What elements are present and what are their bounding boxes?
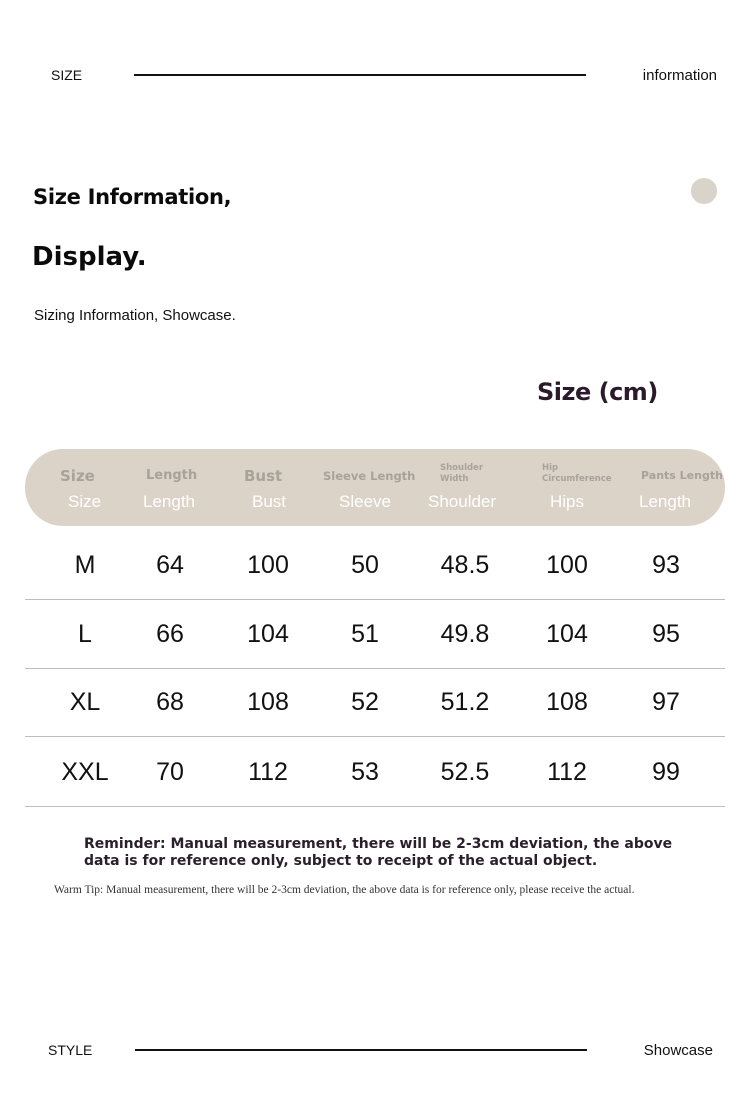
cell-hips: 104: [546, 620, 588, 648]
header-bust-bottom: Bust: [252, 492, 287, 511]
cell-sleeve: 53: [351, 758, 379, 786]
cell-pants-length: 93: [652, 551, 680, 579]
top-bar-left-label: SIZE: [51, 67, 83, 83]
table-row: [25, 599, 725, 669]
bottom-divider-line: [135, 1049, 587, 1051]
headline-line-1: Size Information,: [33, 185, 232, 209]
top-bar-right-label: information: [642, 67, 717, 84]
cell-hips: 100: [546, 551, 588, 579]
header-shoulder-bottom: Shoulder: [428, 492, 497, 511]
cell-hips: 108: [546, 688, 588, 716]
cell-size: XL: [69, 688, 101, 716]
cell-sleeve: 52: [351, 688, 379, 716]
header-bust-top: Bust: [244, 467, 283, 485]
bottom-bar-left-label: STYLE: [48, 1042, 93, 1058]
cell-shoulder: 52.5: [440, 758, 490, 786]
header-shoulder-top: Shoulder Width: [440, 463, 484, 484]
cell-shoulder: 51.2: [440, 688, 490, 716]
cell-sleeve: 50: [351, 551, 379, 579]
header-length-bottom: Length: [143, 492, 195, 511]
bottom-bar: [0, 1035, 750, 1065]
table-row: [25, 737, 725, 807]
cell-sleeve: 51: [351, 620, 379, 648]
headline-line-2: Display.: [32, 242, 147, 272]
table-header: [25, 449, 725, 526]
cell-size: L: [78, 620, 92, 648]
cell-length: 66: [156, 620, 184, 648]
top-divider-line: [134, 74, 586, 76]
header-hips-top: Hip Circumference: [542, 463, 612, 484]
cell-pants-length: 95: [652, 620, 680, 648]
header-hips-bottom: Hips: [550, 492, 585, 511]
headline-subtitle: Sizing Information, Showcase.: [34, 307, 236, 324]
header-sleeve-top: Sleeve Length: [323, 469, 416, 483]
header-pants-length-top: Pants Length: [641, 469, 723, 482]
header-sleeve-bottom: Sleeve: [339, 492, 391, 511]
cell-length: 64: [156, 551, 184, 579]
table-row: [25, 667, 725, 737]
bottom-bar-right-label: Showcase: [643, 1042, 713, 1059]
cell-pants-length: 97: [652, 688, 680, 716]
cell-pants-length: 99: [652, 758, 680, 786]
table-row: [25, 530, 725, 600]
header-size-top: Size: [60, 467, 95, 485]
reminder-note: Reminder: Manual measurement, there will be 2-3cm deviation, the above data is for reference only, subject to receipt of the actual object.: [84, 836, 673, 869]
cell-hips: 112: [547, 758, 587, 786]
cell-bust: 112: [248, 758, 288, 786]
cell-bust: 108: [247, 688, 289, 716]
decorative-dot: [691, 178, 717, 204]
warm-tip-note: Warm Tip: Manual measurement, there will be 2-3cm deviation, the above data is for reference only, please receive the actual.: [54, 884, 635, 896]
cell-bust: 100: [247, 551, 289, 579]
cell-size: M: [74, 551, 96, 579]
cell-bust: 104: [247, 620, 289, 648]
top-bar: [0, 60, 750, 90]
header-size-bottom: Size: [68, 492, 102, 511]
cell-length: 68: [156, 688, 184, 716]
cell-size: XXL: [61, 758, 109, 786]
unit-label: Size (cm): [537, 378, 658, 406]
cell-length: 70: [156, 758, 184, 786]
cell-shoulder: 48.5: [440, 551, 490, 579]
header-length-top: Length: [146, 468, 198, 483]
header-pants-length-bottom: Length: [639, 492, 691, 511]
cell-shoulder: 49.8: [440, 620, 490, 648]
